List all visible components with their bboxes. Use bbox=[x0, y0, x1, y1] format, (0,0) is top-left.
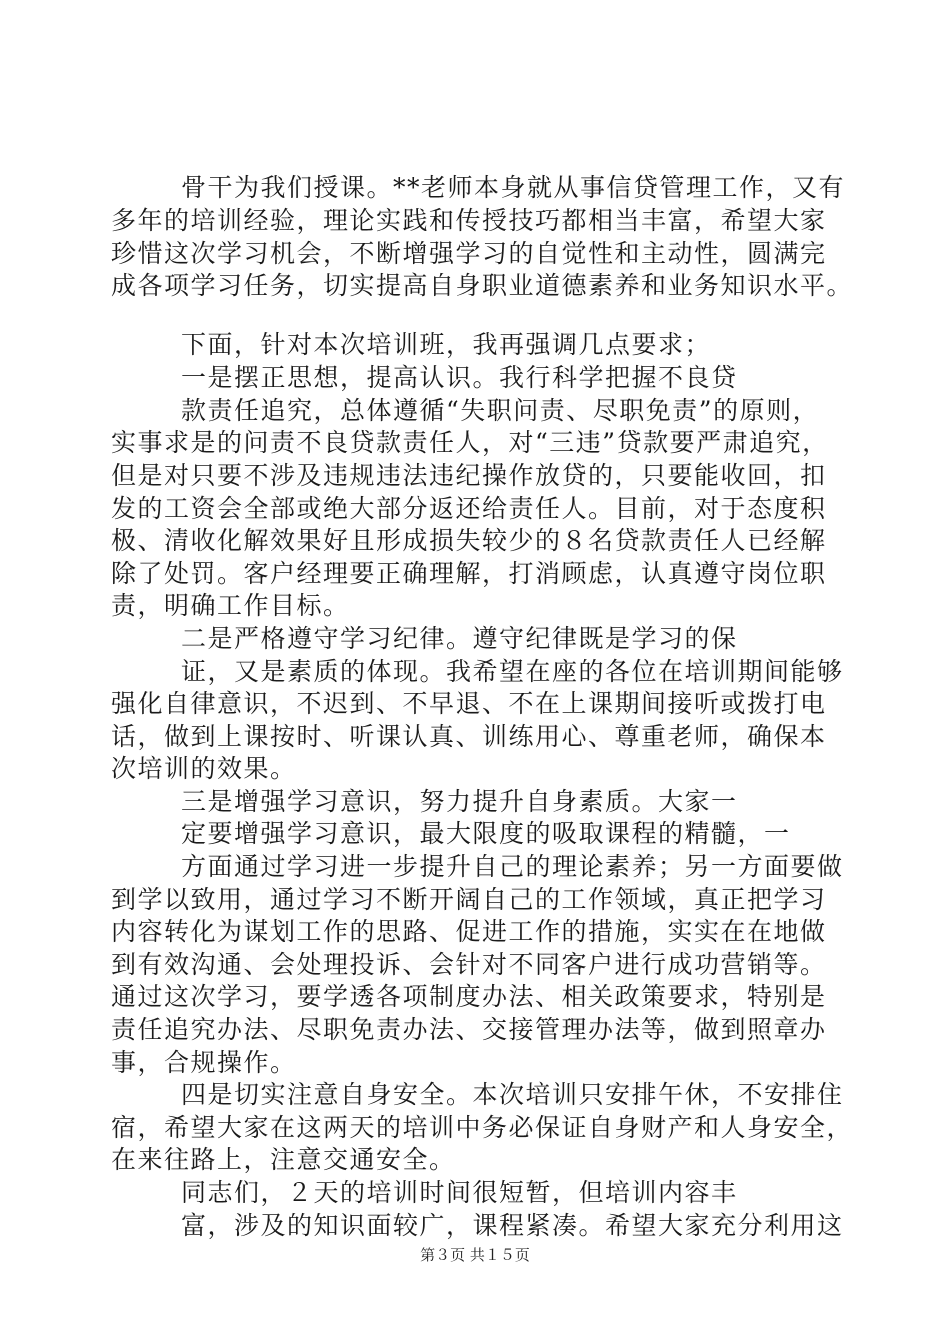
paragraph-line: 珍惜这次学习机会，不断增强学习的自觉性和主动性，圆满完 bbox=[111, 239, 827, 268]
paragraph-line: 话，做到上课按时、听课认真、训练用心、尊重老师，确保本 bbox=[111, 722, 827, 751]
paragraph-line: 下面，针对本次培训班，我再强调几点要求； bbox=[181, 330, 712, 359]
page-number: 第３页 共１５页 bbox=[420, 1246, 530, 1264]
paragraph-line: 发的工资会全部或绝大部分返还给责任人。目前，对于态度积 bbox=[111, 494, 827, 523]
paragraph-line: 款责任追究，总体遵循“失职问责、尽职免责”的原则， bbox=[181, 396, 820, 425]
paragraph-line: 四是切实注意自身安全。本次培训只安排午休，不安排住 bbox=[181, 1080, 844, 1109]
paragraph-line: 事，合规操作。 bbox=[111, 1048, 297, 1077]
paragraph-line: 骨干为我们授课。**老师本身就从事信贷管理工作，又有 bbox=[181, 173, 846, 202]
paragraph-line: 一是摆正思想，提高认识。我行科学把握不良贷 bbox=[181, 363, 738, 392]
paragraph-line: 强化自律意识，不迟到、不早退、不在上课期间接听或拨打电 bbox=[111, 689, 827, 718]
paragraph-line: 责任追究办法、尽职免责办法、交接管理办法等，做到照章办 bbox=[111, 1015, 827, 1044]
paragraph-line: 除了处罚。客户经理要正确理解，打消顾虑，认真遵守岗位职 bbox=[111, 559, 827, 588]
paragraph-line: 同志们，２天的培训时间很短暂，但培训内容丰 bbox=[181, 1178, 738, 1207]
paragraph-line: 富，涉及的知识面较广，课程紧凑。希望大家充分利用这 bbox=[181, 1211, 844, 1240]
paragraph-line: 到有效沟通、会处理投诉、会针对不同客户进行成功营销等。 bbox=[111, 950, 827, 979]
paragraph-line: 内容转化为谋划工作的思路、促进工作的措施，实实在在地做 bbox=[111, 917, 827, 946]
paragraph-line: 极、清收化解效果好且形成损失较少的８名贷款责任人已经解 bbox=[111, 526, 827, 555]
paragraph-line: 宿，希望大家在这两天的培训中务必保证自身财产和人身安全， bbox=[111, 1113, 854, 1142]
paragraph-line: 二是严格遵守学习纪律。遵守纪律既是学习的保 bbox=[181, 624, 738, 653]
paragraph-line: 方面通过学习进一步提升自己的理论素养；另一方面要做 bbox=[181, 852, 844, 881]
paragraph-line: 成各项学习任务，切实提高自身职业道德素养和业务知识水平。 bbox=[111, 271, 854, 300]
paragraph-line: 实事求是的问责不良贷款责任人，对“三违”贷款要严肃追究， bbox=[111, 428, 829, 457]
paragraph-line: 多年的培训经验，理论实践和传授技巧都相当丰富，希望大家 bbox=[111, 206, 827, 235]
paragraph-line: 到学以致用，通过学习不断开阔自己的工作领域，真正把学习 bbox=[111, 885, 827, 914]
paragraph-line: 责，明确工作目标。 bbox=[111, 591, 350, 620]
paragraph-line: 三是增强学习意识，努力提升自身素质。大家一 bbox=[181, 787, 738, 816]
paragraph-line: 次培训的效果。 bbox=[111, 754, 297, 783]
paragraph-line: 在来往路上，注意交通安全。 bbox=[111, 1145, 456, 1174]
paragraph-line: 但是对只要不涉及违规违法违纪操作放贷的，只要能收回，扣 bbox=[111, 461, 827, 490]
paragraph-line: 定要增强学习意识，最大限度的吸取课程的精髓，一 bbox=[181, 819, 791, 848]
paragraph-line: 通过这次学习，要学透各项制度办法、相关政策要求，特别是 bbox=[111, 982, 827, 1011]
paragraph-line: 证，又是素质的体现。我希望在座的各位在培训期间能够 bbox=[181, 657, 844, 686]
